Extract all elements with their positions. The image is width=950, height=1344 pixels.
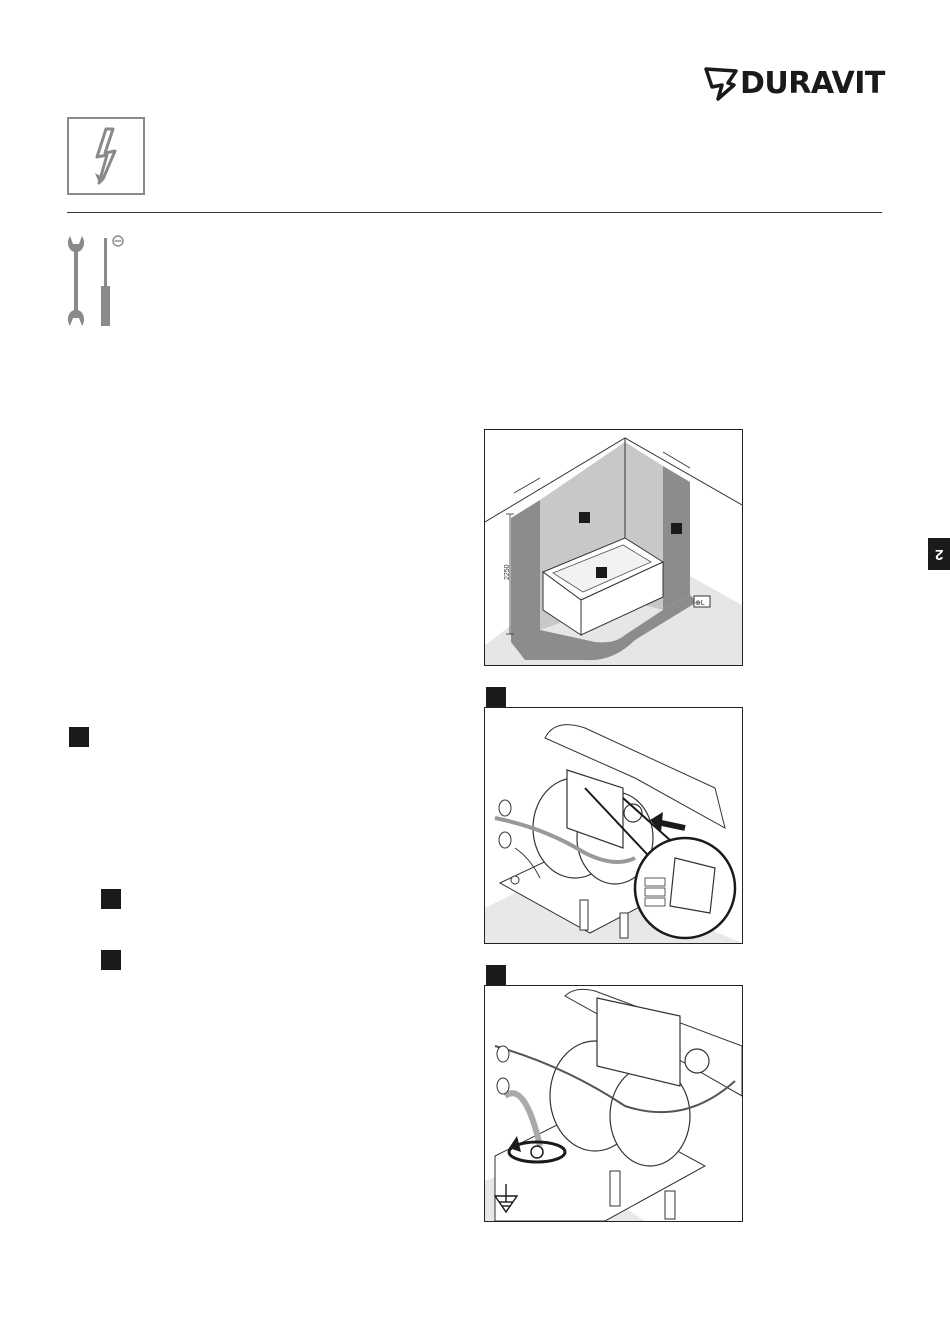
outlet-label: ⊕L: [695, 600, 705, 607]
protection-zones-figure: [484, 429, 743, 666]
step-marker-c: [101, 950, 121, 970]
pump-connection-figure: [484, 707, 743, 944]
zone-marker-back: [579, 512, 590, 523]
electrical-hazard-icon: [69, 119, 143, 193]
figure-marker-connection: [486, 687, 506, 707]
zone-marker-tub: [596, 567, 607, 578]
ground-connection-figure: [484, 985, 743, 1222]
header-divider: [67, 212, 882, 213]
chapter-tab-label: 2: [934, 545, 944, 563]
zone-marker-right: [671, 523, 682, 534]
step-marker-a: [69, 727, 89, 747]
step-marker-b: [101, 889, 121, 909]
duravit-logo-mark: [704, 65, 738, 101]
brand-name: DURAVIT: [740, 65, 885, 101]
figure-marker-ground: [486, 965, 506, 985]
wrench-screwdriver-icon: [64, 232, 134, 328]
electrical-warning-frame: [67, 117, 145, 195]
chapter-tab: [928, 538, 950, 570]
duravit-logo: [704, 60, 894, 106]
zone-height-dimension: 2250: [504, 564, 511, 580]
